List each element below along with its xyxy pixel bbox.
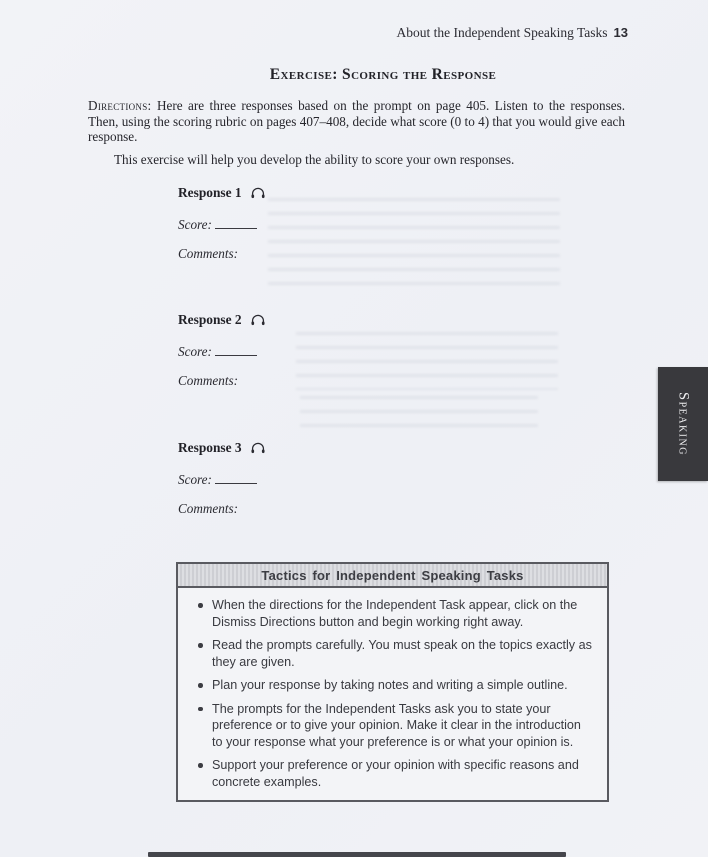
tactics-list-item (212, 597, 593, 630)
headphones-icon (250, 186, 266, 200)
score-row (178, 471, 478, 488)
response-section-3 (178, 440, 478, 517)
directions-paragraph (88, 98, 625, 145)
section-tab-speaking (658, 367, 708, 481)
response-section-1 (178, 185, 478, 262)
tactics-box-header (178, 564, 607, 588)
bullet-icon (198, 603, 203, 608)
page-bleed-through (300, 396, 538, 434)
tactics-box-title: Tactics for Independent Speaking Tasks (261, 567, 524, 583)
comments-label: Comments: (178, 246, 239, 261)
score-row (178, 216, 478, 233)
bullet-icon (198, 763, 203, 768)
headphones-icon (250, 313, 266, 327)
tactics-item-text: Support your preference or your opinion with specific reasons and concrete examples. (212, 758, 579, 789)
score-label: Score: (178, 472, 212, 487)
response-1-label: Response 1 (178, 185, 242, 200)
score-label: Score: (178, 344, 212, 359)
running-head-title: About the Independent Speaking Tasks (396, 25, 608, 40)
exercise-title: Exercise: Scoring the Response (269, 66, 497, 83)
tactics-list-item (212, 757, 593, 790)
response-1-heading (178, 185, 478, 201)
next-page-edge (148, 852, 566, 857)
directions-label: Directions: (88, 98, 152, 113)
score-blank-line (215, 343, 257, 356)
page-number: 13 (613, 25, 628, 40)
intro-paragraph: This exercise will help you develop the ability to score your own responses. (114, 152, 515, 167)
score-label: Score: (178, 217, 212, 232)
tactics-item-text: When the directions for the Independent Task appear, click on the Dismiss Directions button and begin working right away. (212, 598, 578, 629)
score-blank-line (215, 471, 257, 484)
response-2-label: Response 2 (178, 312, 242, 327)
headphones-icon (250, 441, 266, 455)
tactics-box (176, 562, 609, 802)
tactics-list (190, 597, 593, 790)
directions-text: Here are three responses based on the prompt on page 405. Listen to the responses. Then, using the scoring rubric on pages 407–408, decide what score (0 to 4) that you would give each response. (88, 98, 625, 145)
comments-label: Comments: (178, 501, 239, 516)
tactics-box-body (178, 588, 607, 800)
section-tab-label: Speaking (675, 392, 692, 456)
score-row (178, 343, 478, 360)
bullet-icon (198, 643, 203, 648)
bullet-icon (198, 707, 203, 712)
response-section-2 (178, 312, 478, 389)
tactics-item-text: Read the prompts carefully. You must speak on the topics exactly as they are given. (212, 638, 592, 669)
response-3-heading (178, 440, 478, 456)
comments-label: Comments: (178, 373, 239, 388)
response-2-heading (178, 312, 478, 328)
tactics-list-item (212, 637, 593, 670)
running-head (397, 25, 629, 41)
tactics-list-item (212, 677, 593, 694)
score-blank-line (215, 216, 257, 229)
tactics-list-item (212, 701, 593, 751)
tactics-item-text: The prompts for the Independent Tasks ask you to state your preference or to give your opinion. Make it clear in the introduction to your response what your preference is or what your opinion is. (212, 701, 581, 749)
response-3-label: Response 3 (178, 440, 242, 455)
bullet-icon (198, 683, 203, 688)
tactics-item-text: Plan your response by taking notes and writing a simple outline. (212, 678, 568, 692)
